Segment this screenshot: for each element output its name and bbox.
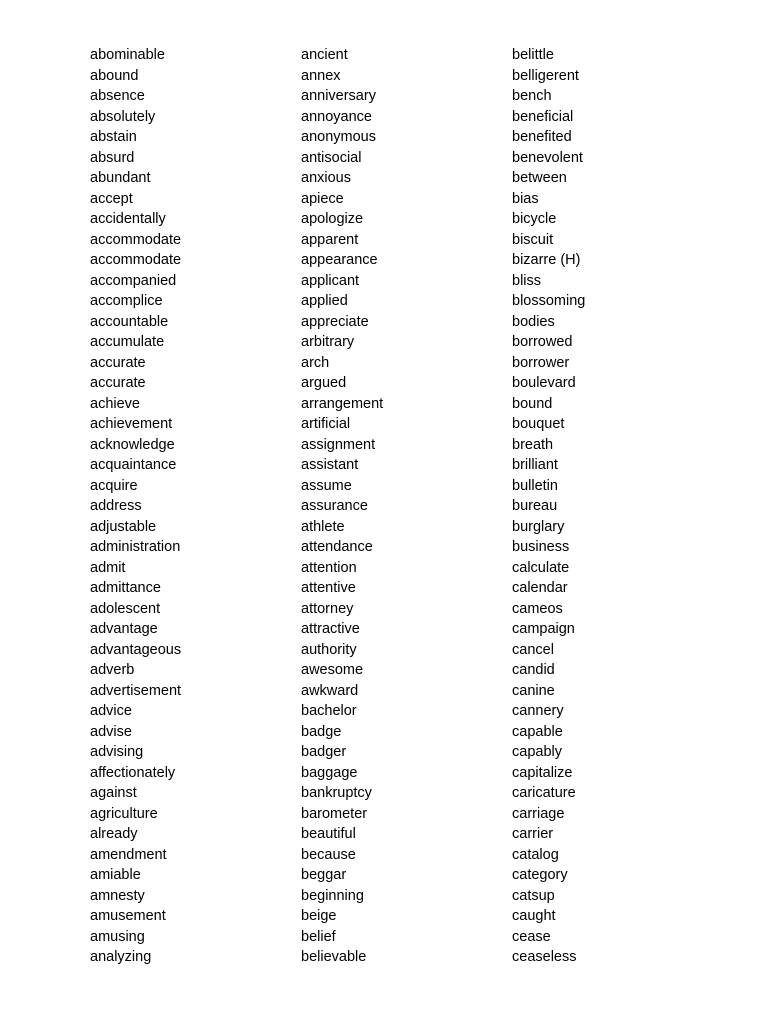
word-entry: authority <box>301 641 357 658</box>
word-entry: amnesty <box>90 887 145 904</box>
word-entry: anniversary <box>301 88 376 104</box>
word-entry: calendar <box>512 580 568 596</box>
word-entry: administration <box>90 539 181 555</box>
word-entry: agriculture <box>90 805 158 822</box>
word-entry: between <box>512 170 567 186</box>
word-entry: annex <box>301 67 341 84</box>
word-entry: bench <box>512 88 552 104</box>
word-entry: canine <box>512 682 555 699</box>
word-entry: bachelor <box>301 703 357 719</box>
word-entry: accommodate <box>90 252 182 268</box>
word-entry: already <box>90 826 138 842</box>
word-entry: bulletin <box>512 477 558 494</box>
word-entry: barometer <box>301 805 368 822</box>
word-entry: adolescent <box>90 600 161 617</box>
word-entry: because <box>301 846 356 863</box>
word-entry: caricature <box>512 785 576 801</box>
word-entry: biscuit <box>512 231 554 248</box>
word-entry: ceaseless <box>512 949 577 965</box>
word-entry: baggage <box>301 764 358 781</box>
word-entry: assignment <box>301 436 376 453</box>
word-entry: adverb <box>90 662 135 678</box>
word-entry: caught <box>512 908 556 924</box>
word-entry: cameos <box>512 600 563 617</box>
word-entry: acquire <box>90 477 138 494</box>
word-entry: bodies <box>512 313 555 330</box>
word-entry: believable <box>301 949 367 965</box>
word-column-3 <box>512 45 585 968</box>
word-entry: anxious <box>301 170 351 186</box>
word-entry: accompanied <box>90 272 177 289</box>
word-entry: attractive <box>301 621 360 637</box>
word-entry: abundant <box>90 170 151 186</box>
word-entry: cancel <box>512 641 554 658</box>
word-entry: bliss <box>512 272 542 289</box>
word-entry: beginning <box>301 887 364 904</box>
word-entry: attention <box>301 559 357 576</box>
word-entry: advantageous <box>90 641 182 658</box>
word-entry: candid <box>512 662 555 678</box>
word-entry: belief <box>301 928 336 945</box>
word-entry: apiece <box>301 190 344 207</box>
word-entry: arrangement <box>301 395 384 412</box>
word-entry: belittle <box>512 47 554 63</box>
word-entry: advantage <box>90 621 158 637</box>
word-entry: abstain <box>90 129 137 145</box>
word-entry: acquaintance <box>90 457 177 473</box>
word-column-1 <box>90 45 181 968</box>
word-entry: affectionately <box>90 764 176 781</box>
word-entry: borrower <box>512 354 570 371</box>
word-entry: apparent <box>301 231 359 248</box>
word-entry: awesome <box>301 662 364 678</box>
word-entry: benevolent <box>512 149 583 166</box>
word-entry: capable <box>512 723 563 740</box>
word-entry: accountable <box>90 313 169 330</box>
word-entry: bicycle <box>512 211 557 227</box>
word-entry: adjustable <box>90 518 157 535</box>
word-entry: carrier <box>512 826 554 842</box>
word-entry: antisocial <box>301 149 362 166</box>
word-entry: beneficial <box>512 108 574 125</box>
word-entry: bankruptcy <box>301 785 372 801</box>
word-entry: acknowledge <box>90 436 175 453</box>
word-entry: carriage <box>512 805 565 822</box>
word-entry: argued <box>301 375 347 391</box>
word-entry: catsup <box>512 887 555 904</box>
word-entry: ancient <box>301 47 348 63</box>
word-entry: awkward <box>301 682 359 699</box>
word-entry: beggar <box>301 867 347 883</box>
word-entry: amendment <box>90 846 167 863</box>
word-entry: blossoming <box>512 293 586 309</box>
word-entry: belligerent <box>512 67 579 84</box>
word-entry: accomplice <box>90 293 163 309</box>
word-entry: anonymous <box>301 129 376 145</box>
word-entry: accept <box>90 190 133 207</box>
word-entry: achievement <box>90 416 173 432</box>
word-entry: absolutely <box>90 108 156 125</box>
word-entry: assurance <box>301 498 368 514</box>
word-entry: advertisement <box>90 682 182 699</box>
word-entry: accommodate <box>90 231 182 248</box>
word-entry: achieve <box>90 395 140 412</box>
word-entry: assume <box>301 477 352 494</box>
word-entry: borrowed <box>512 334 573 350</box>
word-entry: brilliant <box>512 457 558 473</box>
word-entry: attorney <box>301 600 354 617</box>
word-entry: admittance <box>90 580 161 596</box>
word-entry: bias <box>512 190 539 207</box>
word-entry: accurate <box>90 375 146 391</box>
word-entry: accidentally <box>90 211 166 227</box>
word-entry: artificial <box>301 416 351 432</box>
word-entry: badger <box>301 744 347 760</box>
word-entry: capitalize <box>512 764 573 781</box>
word-entry: appearance <box>301 252 378 268</box>
word-entry: address <box>90 498 142 514</box>
word-entry: campaign <box>512 621 575 637</box>
word-entry: attentive <box>301 580 356 596</box>
word-entry: against <box>90 785 137 801</box>
word-entry: applied <box>301 293 348 309</box>
word-entry: amiable <box>90 867 141 883</box>
word-entry: capably <box>512 744 562 760</box>
word-entry: beautiful <box>301 826 356 842</box>
word-entry: advise <box>90 723 132 740</box>
word-entry: assistant <box>301 457 359 473</box>
word-entry: advice <box>90 703 132 719</box>
word-entry: cannery <box>512 703 564 719</box>
word-entry: arbitrary <box>301 334 355 350</box>
word-entry: boulevard <box>512 375 576 391</box>
word-entry: admit <box>90 559 126 576</box>
word-entry: applicant <box>301 272 360 289</box>
word-entry: catalog <box>512 846 559 863</box>
word-entry: breath <box>512 436 554 453</box>
word-entry: athlete <box>301 518 345 535</box>
word-entry: bizarre (H) <box>512 252 581 268</box>
word-entry: annoyance <box>301 108 372 125</box>
word-entry: amusement <box>90 908 166 924</box>
word-entry: benefited <box>512 129 572 145</box>
word-entry: category <box>512 867 568 883</box>
word-entry: appreciate <box>301 313 369 330</box>
word-entry: attendance <box>301 539 373 555</box>
word-entry: amusing <box>90 928 145 945</box>
word-entry: badge <box>301 723 342 740</box>
word-entry: business <box>512 539 570 555</box>
word-entry: burglary <box>512 518 565 535</box>
word-entry: abominable <box>90 47 165 63</box>
word-entry: apologize <box>301 211 364 227</box>
word-entry: beige <box>301 908 337 924</box>
word-entry: calculate <box>512 559 570 576</box>
word-entry: arch <box>301 354 330 371</box>
word-entry: advising <box>90 744 144 760</box>
word-entry: cease <box>512 928 551 945</box>
word-entry: analyzing <box>90 949 152 965</box>
word-entry: accurate <box>90 354 146 371</box>
word-entry: accumulate <box>90 334 165 350</box>
word-column-2 <box>301 45 383 968</box>
word-entry: abound <box>90 67 139 84</box>
word-entry: absurd <box>90 149 135 166</box>
word-entry: bureau <box>512 498 558 514</box>
word-entry: bouquet <box>512 416 565 432</box>
word-entry: bound <box>512 395 553 412</box>
word-entry: absence <box>90 88 145 104</box>
